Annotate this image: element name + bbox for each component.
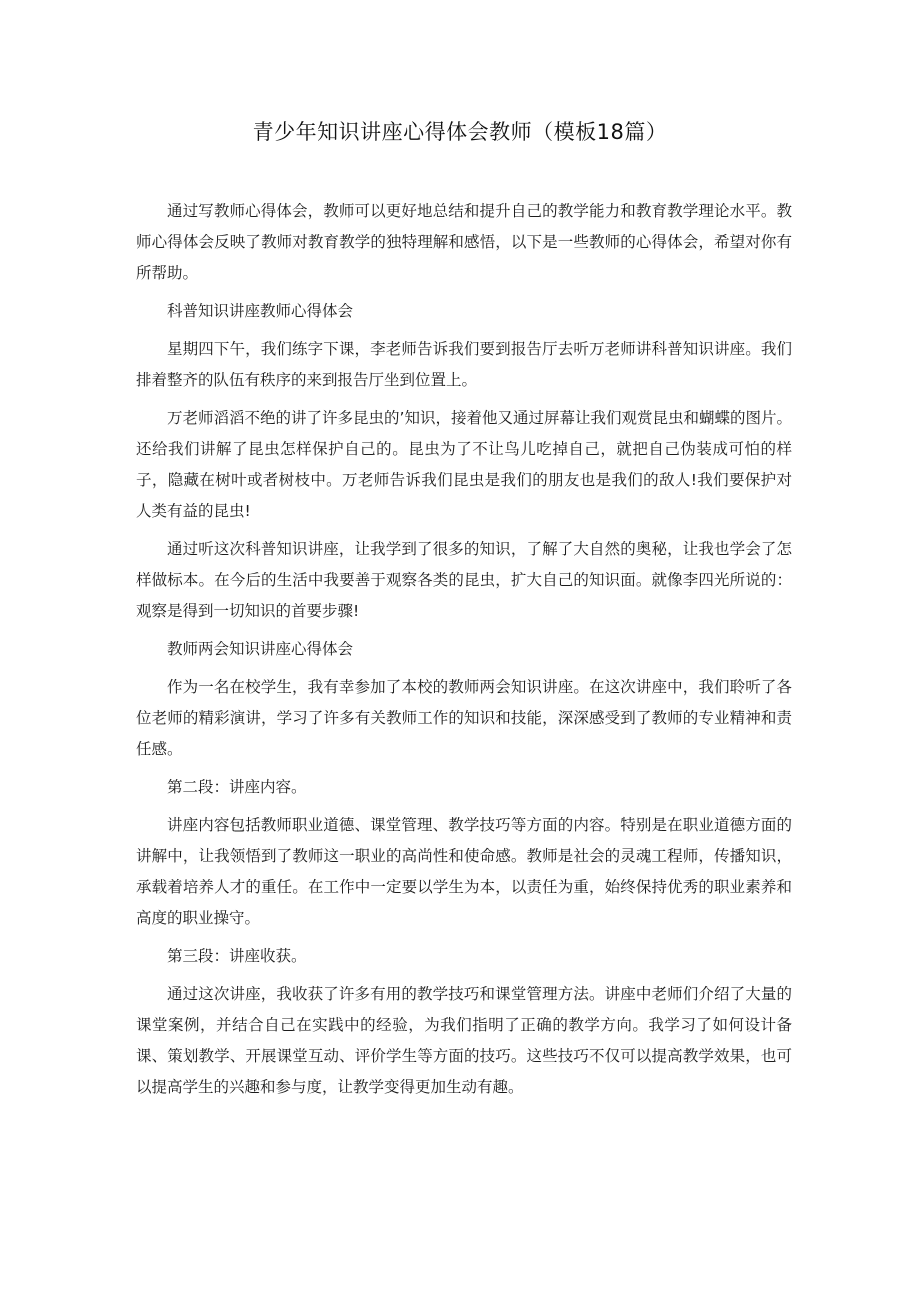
- intro-paragraph: 通过写教师心得体会，教师可以更好地总结和提升自己的教学能力和教育教学理论水平。教师心得体会反映了教师对教育教学的独特理解和感悟，以下是一些教师的心得体会，希望对你有所帮助。: [136, 202, 792, 282]
- body-paragraph: 讲座内容包括教师职业道德、课堂管理、教学技巧等方面的内容。特别是在职业道德方面的讲解中，让我领悟到了教师这一职业的高尚性和使命感。教师是社会的灵魂工程师，传播知识，承载着培养人才的重任。在工作中一定要以学生为本，以责任为重，始终保持优秀的职业素养和高度的职业操守。: [136, 816, 792, 927]
- body-paragraph: 万老师滔滔不绝的讲了许多昆虫的’知识，接着他又通过屏幕让我们观赏昆虫和蝴蝶的图片。还给我们讲解了昆虫怎样保护自己的。昆虫为了不让鸟儿吃掉自己，就把自己伪装成可怕的样子，隐藏在树叶或者树枝中。万老师告诉我们昆虫是我们的朋友也是我们的敌人!我们要保护对人类有益的昆虫!: [136, 409, 792, 520]
- section-heading: 教师两会知识讲座心得体会: [167, 640, 354, 658]
- section-subheading: 第三段：讲座收获。: [167, 947, 307, 965]
- section-subheading: 第二段：讲座内容。: [167, 778, 307, 796]
- document-body: [136, 196, 792, 1110]
- body-paragraph: 通过听这次科普知识讲座，让我学到了很多的知识，了解了大自然的奥秘，让我也学会了怎样做标本。在今后的生活中我要善于观察各类的昆虫，扩大自己的知识面。就像李四光所说的：观察是得到一切知识的首要步骤!: [136, 540, 792, 620]
- section-heading: 科普知识讲座教师心得体会: [167, 302, 354, 320]
- body-paragraph: 星期四下午，我们练字下课，李老师告诉我们要到报告厅去听万老师讲科普知识讲座。我们排着整齐的队伍有秩序的来到报告厅坐到位置上。: [136, 340, 792, 389]
- body-paragraph: 作为一名在校学生，我有幸参加了本校的教师两会知识讲座。在这次讲座中，我们聆听了各位老师的精彩演讲，学习了许多有关教师工作的知识和技能，深深感受到了教师的专业精神和责任感。: [136, 678, 792, 758]
- body-paragraph: 通过这次讲座，我收获了许多有用的教学技巧和课堂管理方法。讲座中老师们介绍了大量的课堂案例，并结合自己在实践中的经验，为我们指明了正确的教学方向。我学习了如何设计备课、策划教学、开展课堂互动、评价学生等方面的技巧。这些技巧不仅可以提高教学效果，也可以提高学生的兴趣和参与度，让教学变得更加生动有趣。: [136, 985, 792, 1096]
- document-title: 青少年知识讲座心得体会教师（模板18篇）: [252, 120, 668, 144]
